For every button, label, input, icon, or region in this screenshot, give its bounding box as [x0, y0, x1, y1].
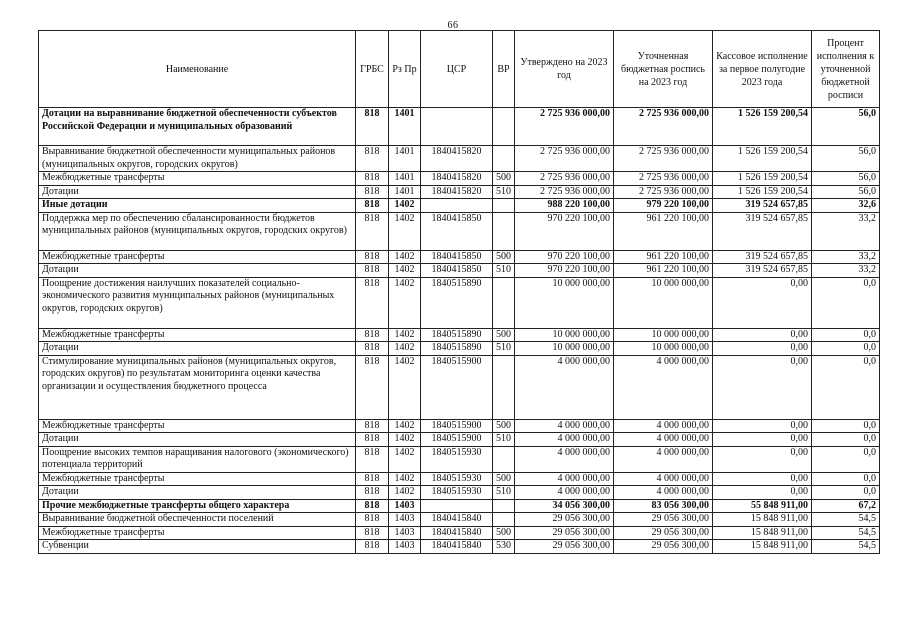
- cell-cash: 1 526 159 200,54: [713, 185, 812, 199]
- cell-refined: 29 056 300,00: [614, 513, 713, 527]
- cell-vr: 510: [493, 185, 515, 199]
- table-row: [39, 526, 880, 540]
- cell-name: Дотации: [39, 342, 356, 356]
- cell-name: Дотации: [39, 264, 356, 278]
- cell-grbs: 818: [356, 419, 389, 433]
- cell-vr: 500: [493, 526, 515, 540]
- cell-cash: 1 526 159 200,54: [713, 108, 812, 146]
- cell-name: Межбюджетные трансферты: [39, 328, 356, 342]
- table-row: [39, 540, 880, 554]
- cell-approved: 988 220 100,00: [515, 199, 614, 213]
- cell-cash: 0,00: [713, 472, 812, 486]
- cell-refined: 83 056 300,00: [614, 499, 713, 513]
- cell-csr: 1840515890: [421, 277, 493, 328]
- cell-cash: 319 524 657,85: [713, 264, 812, 278]
- cell-approved: 10 000 000,00: [515, 277, 614, 328]
- cell-approved: 4 000 000,00: [515, 433, 614, 447]
- cell-rzpr: 1402: [389, 486, 421, 500]
- cell-percent: 0,0: [812, 446, 880, 472]
- cell-percent: 56,0: [812, 146, 880, 172]
- cell-name: Межбюджетные трансферты: [39, 526, 356, 540]
- cell-cash: 0,00: [713, 433, 812, 447]
- cell-rzpr: 1402: [389, 419, 421, 433]
- cell-name: Прочие межбюджетные трансферты общего характера: [39, 499, 356, 513]
- cell-approved: 10 000 000,00: [515, 342, 614, 356]
- cell-refined: 10 000 000,00: [614, 328, 713, 342]
- header-name: Наименование: [39, 31, 356, 108]
- table-row: [39, 433, 880, 447]
- cell-csr: [421, 199, 493, 213]
- cell-rzpr: 1401: [389, 108, 421, 146]
- budget-table: [38, 30, 880, 554]
- cell-approved: 2 725 936 000,00: [515, 108, 614, 146]
- cell-grbs: 818: [356, 212, 389, 250]
- cell-rzpr: 1402: [389, 342, 421, 356]
- header-row: [39, 31, 880, 108]
- cell-refined: 4 000 000,00: [614, 472, 713, 486]
- cell-percent: 32,6: [812, 199, 880, 213]
- table-row: [39, 486, 880, 500]
- cell-percent: 0,0: [812, 342, 880, 356]
- table-row: [39, 419, 880, 433]
- cell-approved: 2 725 936 000,00: [515, 172, 614, 186]
- cell-approved: 970 220 100,00: [515, 212, 614, 250]
- cell-refined: 4 000 000,00: [614, 446, 713, 472]
- header-percent: Процент исполнения к уточненной бюджетной росписи: [812, 31, 880, 108]
- cell-vr: 530: [493, 540, 515, 554]
- cell-vr: [493, 108, 515, 146]
- cell-grbs: 818: [356, 172, 389, 186]
- table-row: [39, 446, 880, 472]
- cell-approved: 970 220 100,00: [515, 250, 614, 264]
- cell-csr: 1840515900: [421, 419, 493, 433]
- cell-csr: 1840415820: [421, 185, 493, 199]
- header-refined: Уточненная бюджетная роспись на 2023 год: [614, 31, 713, 108]
- cell-csr: 1840515890: [421, 342, 493, 356]
- cell-csr: 1840515930: [421, 446, 493, 472]
- cell-rzpr: 1402: [389, 250, 421, 264]
- cell-approved: 4 000 000,00: [515, 419, 614, 433]
- page-number: 66: [447, 20, 459, 31]
- cell-refined: 4 000 000,00: [614, 433, 713, 447]
- table-row: [39, 355, 880, 419]
- cell-csr: 1840415820: [421, 146, 493, 172]
- cell-name: Дотации на выравнивание бюджетной обеспеченности субъектов Российской Федерации и муниципальных образований: [39, 108, 356, 146]
- header-cash: Кассовое исполнение за первое полугодие 2023 года: [713, 31, 812, 108]
- cell-refined: 979 220 100,00: [614, 199, 713, 213]
- cell-vr: 500: [493, 250, 515, 264]
- cell-cash: 0,00: [713, 446, 812, 472]
- cell-csr: 1840415840: [421, 513, 493, 527]
- cell-rzpr: 1401: [389, 185, 421, 199]
- cell-percent: 54,5: [812, 513, 880, 527]
- cell-name: Межбюджетные трансферты: [39, 172, 356, 186]
- cell-csr: [421, 499, 493, 513]
- cell-rzpr: 1402: [389, 264, 421, 278]
- cell-vr: [493, 199, 515, 213]
- table-row: [39, 513, 880, 527]
- cell-percent: 54,5: [812, 526, 880, 540]
- cell-vr: [493, 355, 515, 419]
- cell-approved: 4 000 000,00: [515, 486, 614, 500]
- cell-grbs: 818: [356, 433, 389, 447]
- cell-percent: 56,0: [812, 108, 880, 146]
- cell-percent: 0,0: [812, 277, 880, 328]
- table-row: [39, 342, 880, 356]
- cell-refined: 2 725 936 000,00: [614, 185, 713, 199]
- cell-rzpr: 1402: [389, 472, 421, 486]
- cell-rzpr: 1402: [389, 355, 421, 419]
- cell-cash: 55 848 911,00: [713, 499, 812, 513]
- cell-percent: 67,2: [812, 499, 880, 513]
- cell-name: Дотации: [39, 433, 356, 447]
- cell-rzpr: 1402: [389, 199, 421, 213]
- cell-approved: 4 000 000,00: [515, 446, 614, 472]
- cell-refined: 2 725 936 000,00: [614, 172, 713, 186]
- table-row: [39, 264, 880, 278]
- cell-percent: 54,5: [812, 540, 880, 554]
- header-csr: ЦСР: [421, 31, 493, 108]
- cell-csr: 1840515930: [421, 472, 493, 486]
- cell-name: Субвенции: [39, 540, 356, 554]
- cell-approved: 29 056 300,00: [515, 513, 614, 527]
- cell-cash: 0,00: [713, 328, 812, 342]
- cell-percent: 33,2: [812, 212, 880, 250]
- cell-grbs: 818: [356, 540, 389, 554]
- cell-refined: 961 220 100,00: [614, 250, 713, 264]
- cell-name: Межбюджетные трансферты: [39, 472, 356, 486]
- cell-percent: 0,0: [812, 355, 880, 419]
- cell-cash: 319 524 657,85: [713, 250, 812, 264]
- cell-refined: 961 220 100,00: [614, 264, 713, 278]
- cell-rzpr: 1402: [389, 328, 421, 342]
- cell-name: Иные дотации: [39, 199, 356, 213]
- cell-cash: 15 848 911,00: [713, 526, 812, 540]
- cell-vr: 510: [493, 433, 515, 447]
- cell-csr: 1840515900: [421, 433, 493, 447]
- cell-percent: 0,0: [812, 486, 880, 500]
- table-row: [39, 499, 880, 513]
- cell-rzpr: 1402: [389, 433, 421, 447]
- cell-refined: 10 000 000,00: [614, 342, 713, 356]
- cell-grbs: 818: [356, 472, 389, 486]
- cell-csr: 1840515900: [421, 355, 493, 419]
- cell-csr: 1840415840: [421, 526, 493, 540]
- cell-cash: 0,00: [713, 355, 812, 419]
- cell-grbs: 818: [356, 108, 389, 146]
- cell-grbs: 818: [356, 199, 389, 213]
- cell-percent: 33,2: [812, 250, 880, 264]
- cell-cash: 0,00: [713, 277, 812, 328]
- header-grbs: ГРБС: [356, 31, 389, 108]
- cell-rzpr: 1401: [389, 172, 421, 186]
- cell-rzpr: 1402: [389, 212, 421, 250]
- cell-refined: 4 000 000,00: [614, 419, 713, 433]
- cell-csr: 1840415840: [421, 540, 493, 554]
- cell-csr: 1840515930: [421, 486, 493, 500]
- cell-vr: 500: [493, 328, 515, 342]
- cell-name: Поощрение достижения наилучших показателей социально-экономического развития муниципальных районов (муниципальных округов, городских округов): [39, 277, 356, 328]
- cell-grbs: 818: [356, 250, 389, 264]
- cell-csr: 1840515890: [421, 328, 493, 342]
- cell-cash: 0,00: [713, 419, 812, 433]
- table-row: [39, 250, 880, 264]
- cell-name: Дотации: [39, 185, 356, 199]
- cell-vr: [493, 499, 515, 513]
- cell-csr: 1840415850: [421, 250, 493, 264]
- cell-refined: 10 000 000,00: [614, 277, 713, 328]
- cell-grbs: 818: [356, 486, 389, 500]
- header-vr: ВР: [493, 31, 515, 108]
- cell-csr: 1840415850: [421, 212, 493, 250]
- cell-vr: [493, 212, 515, 250]
- table-row: [39, 108, 880, 146]
- header-approved: Утверждено на 2023 год: [515, 31, 614, 108]
- cell-vr: [493, 513, 515, 527]
- cell-name: Поддержка мер по обеспечению сбалансированности бюджетов муниципальных районов (муниципальных округов, городских округов): [39, 212, 356, 250]
- cell-name: Межбюджетные трансферты: [39, 250, 356, 264]
- cell-grbs: 818: [356, 342, 389, 356]
- cell-approved: 2 725 936 000,00: [515, 185, 614, 199]
- cell-percent: 0,0: [812, 433, 880, 447]
- cell-vr: [493, 446, 515, 472]
- cell-refined: 2 725 936 000,00: [614, 146, 713, 172]
- table-row: [39, 146, 880, 172]
- cell-vr: 500: [493, 172, 515, 186]
- cell-cash: 319 524 657,85: [713, 212, 812, 250]
- cell-cash: 1 526 159 200,54: [713, 146, 812, 172]
- cell-refined: 29 056 300,00: [614, 526, 713, 540]
- cell-refined: 961 220 100,00: [614, 212, 713, 250]
- cell-vr: [493, 277, 515, 328]
- cell-grbs: 818: [356, 146, 389, 172]
- cell-cash: 1 526 159 200,54: [713, 172, 812, 186]
- cell-csr: 1840415850: [421, 264, 493, 278]
- cell-vr: [493, 146, 515, 172]
- cell-approved: 2 725 936 000,00: [515, 146, 614, 172]
- cell-refined: 29 056 300,00: [614, 540, 713, 554]
- cell-rzpr: 1403: [389, 540, 421, 554]
- table-row: [39, 172, 880, 186]
- cell-grbs: 818: [356, 185, 389, 199]
- cell-approved: 4 000 000,00: [515, 355, 614, 419]
- cell-refined: 2 725 936 000,00: [614, 108, 713, 146]
- cell-name: Межбюджетные трансферты: [39, 419, 356, 433]
- cell-name: Выравнивание бюджетной обеспеченности муниципальных районов (муниципальных округов, городских округов): [39, 146, 356, 172]
- table-row: [39, 185, 880, 199]
- cell-vr: 510: [493, 264, 515, 278]
- cell-refined: 4 000 000,00: [614, 355, 713, 419]
- cell-grbs: 818: [356, 355, 389, 419]
- cell-approved: 4 000 000,00: [515, 472, 614, 486]
- cell-cash: 319 524 657,85: [713, 199, 812, 213]
- cell-rzpr: 1403: [389, 526, 421, 540]
- header-rzpr: Рз Пр: [389, 31, 421, 108]
- cell-name: Дотации: [39, 486, 356, 500]
- cell-percent: 33,2: [812, 264, 880, 278]
- cell-rzpr: 1403: [389, 513, 421, 527]
- cell-rzpr: 1403: [389, 499, 421, 513]
- cell-grbs: 818: [356, 526, 389, 540]
- cell-name: Выравнивание бюджетной обеспеченности поселений: [39, 513, 356, 527]
- cell-grbs: 818: [356, 446, 389, 472]
- cell-name: Стимулирование муниципальных районов (муниципальных округов, городских округов) по результатам мониторинга оценки качества организации и осуществления бюджетного процесса: [39, 355, 356, 419]
- cell-vr: 500: [493, 472, 515, 486]
- cell-vr: 510: [493, 342, 515, 356]
- cell-cash: 0,00: [713, 342, 812, 356]
- cell-percent: 56,0: [812, 185, 880, 199]
- cell-approved: 29 056 300,00: [515, 540, 614, 554]
- cell-approved: 10 000 000,00: [515, 328, 614, 342]
- cell-grbs: 818: [356, 264, 389, 278]
- cell-percent: 0,0: [812, 419, 880, 433]
- cell-rzpr: 1402: [389, 446, 421, 472]
- cell-approved: 29 056 300,00: [515, 526, 614, 540]
- cell-approved: 34 056 300,00: [515, 499, 614, 513]
- cell-grbs: 818: [356, 513, 389, 527]
- cell-rzpr: 1401: [389, 146, 421, 172]
- cell-grbs: 818: [356, 277, 389, 328]
- table-row: [39, 472, 880, 486]
- cell-rzpr: 1402: [389, 277, 421, 328]
- cell-cash: 15 848 911,00: [713, 513, 812, 527]
- cell-grbs: 818: [356, 328, 389, 342]
- cell-csr: [421, 108, 493, 146]
- cell-refined: 4 000 000,00: [614, 486, 713, 500]
- cell-name: Поощрение высоких темпов наращивания налогового (экономического) потенциала территорий: [39, 446, 356, 472]
- cell-approved: 970 220 100,00: [515, 264, 614, 278]
- cell-vr: 510: [493, 486, 515, 500]
- table-row: [39, 212, 880, 250]
- cell-percent: 0,0: [812, 472, 880, 486]
- cell-grbs: 818: [356, 499, 389, 513]
- table-row: [39, 199, 880, 213]
- cell-percent: 56,0: [812, 172, 880, 186]
- table-row: [39, 328, 880, 342]
- table-row: [39, 277, 880, 328]
- cell-cash: 0,00: [713, 486, 812, 500]
- cell-cash: 15 848 911,00: [713, 540, 812, 554]
- cell-vr: 500: [493, 419, 515, 433]
- cell-csr: 1840415820: [421, 172, 493, 186]
- cell-percent: 0,0: [812, 328, 880, 342]
